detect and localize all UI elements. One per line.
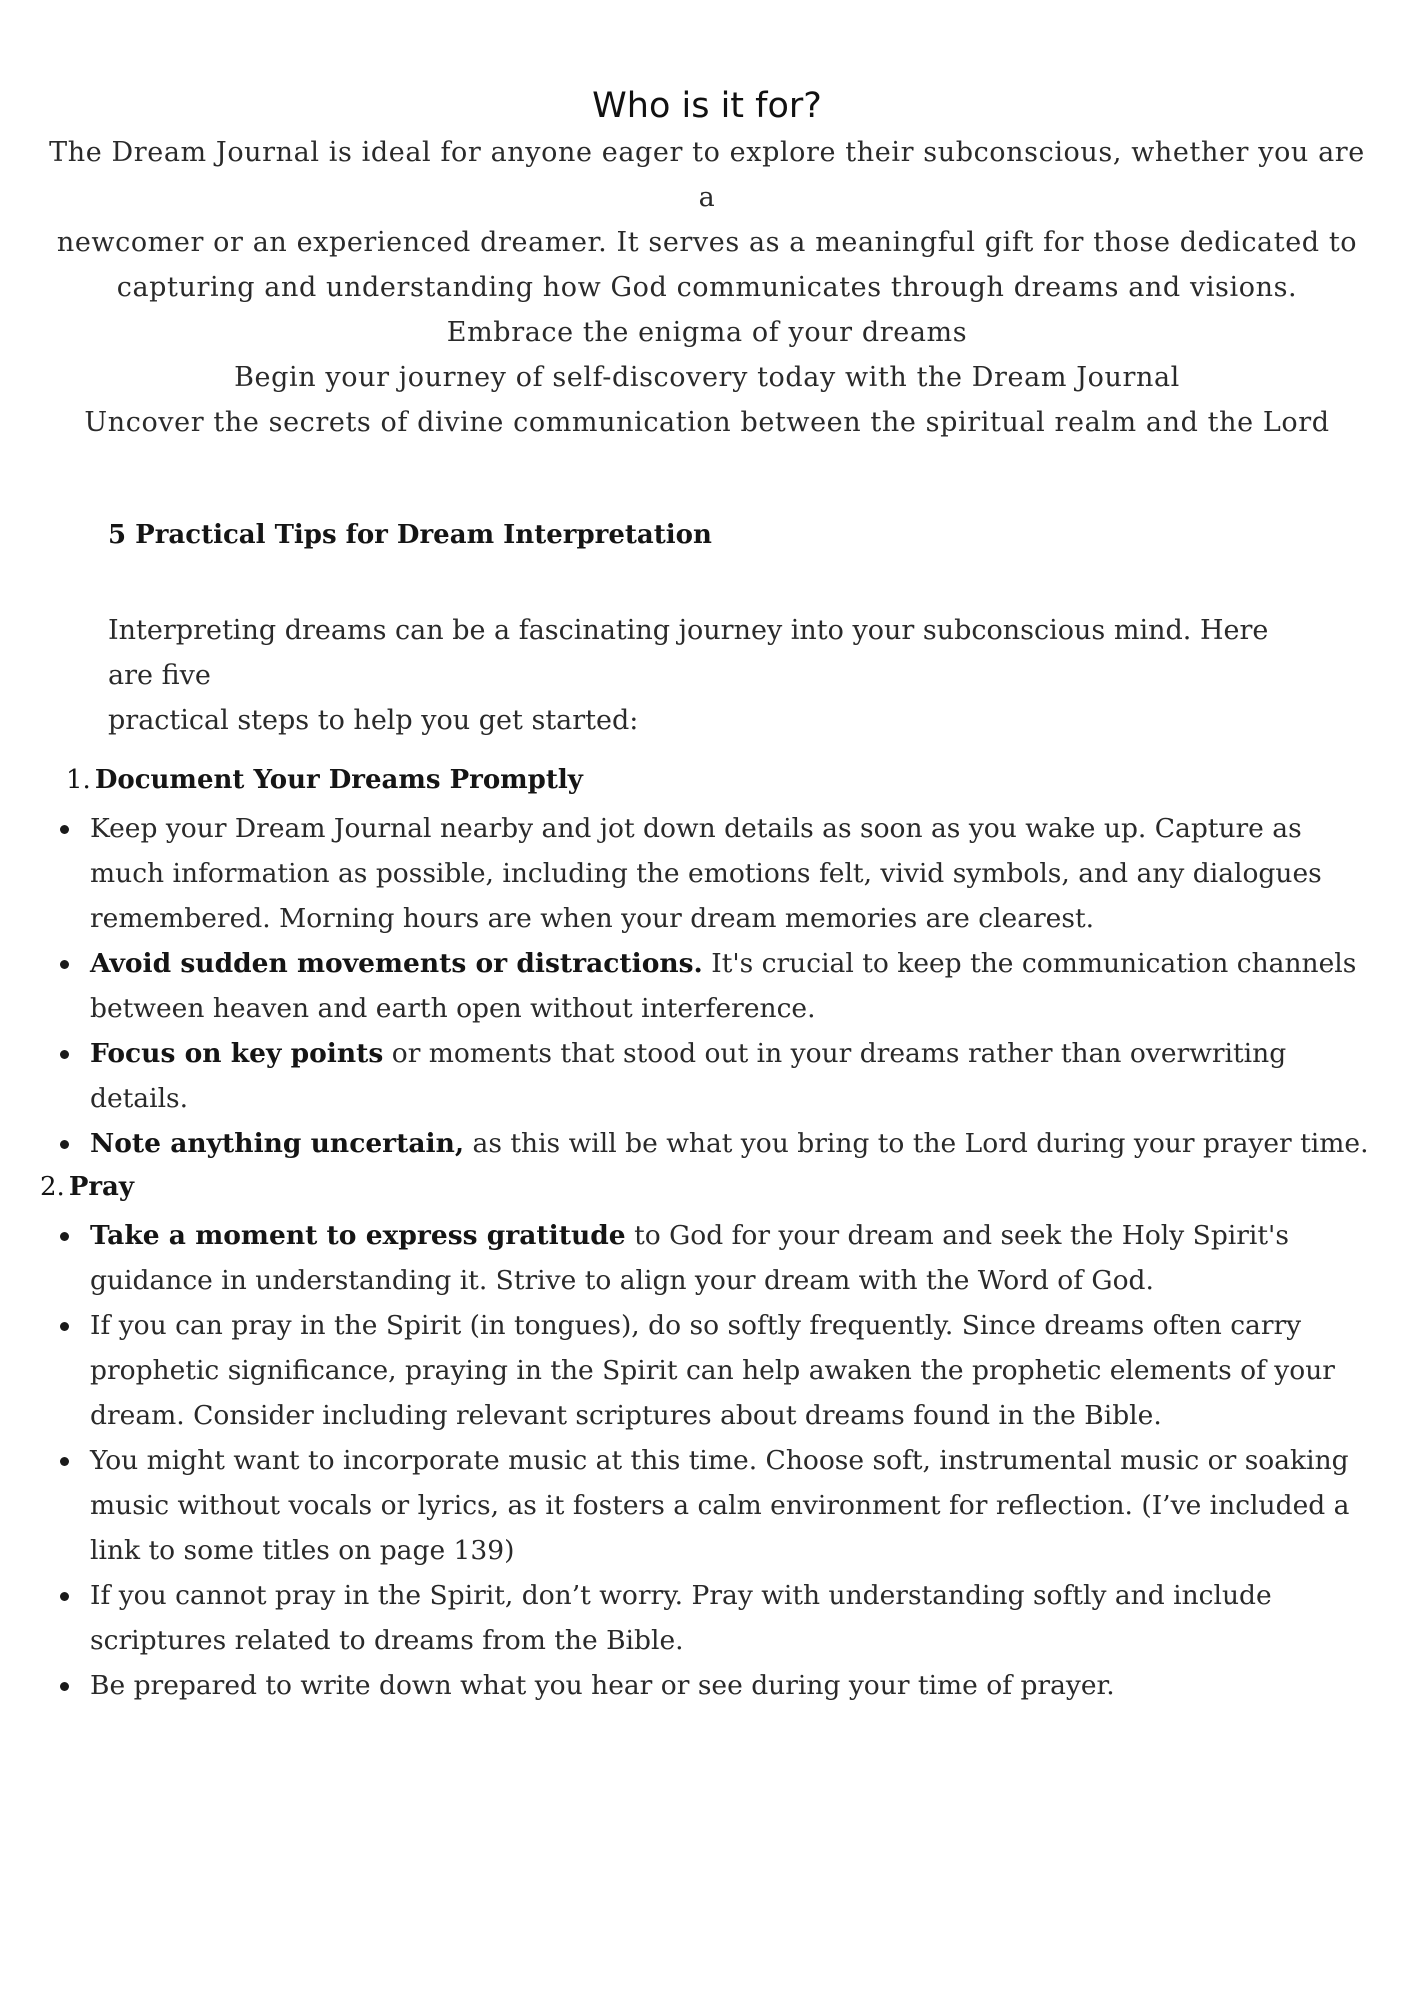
bullet-icon	[60, 1140, 69, 1149]
section-number: 2.	[40, 1172, 65, 1202]
item-text: or moments that stood out in your dreams rather than overwriting details.	[90, 1038, 1287, 1114]
list-item	[60, 1663, 1380, 1708]
bullet-icon	[60, 825, 69, 834]
tips-intro-line: practical steps to help you get started:	[108, 705, 639, 736]
bullet-icon	[60, 1322, 69, 1331]
item-text: If you cannot pray in the Spirit, don’t worry. Pray with understanding softly and include scriptures related to dreams from the Bible.	[90, 1580, 1272, 1656]
item-text: Be prepared to write down what you hear or see during your time of prayer.	[90, 1670, 1115, 1701]
bullet-icon	[60, 1050, 69, 1059]
item-bold-lead: Note anything uncertain,	[90, 1128, 465, 1159]
list-item	[60, 1121, 1380, 1166]
list-item	[60, 1303, 1380, 1438]
tips-intro-line: Interpreting dreams can be a fascinating journey into your subconscious mind. Here are five	[108, 615, 1269, 691]
intro-block	[40, 130, 1374, 445]
bullet-icon	[60, 1592, 69, 1601]
intro-line: Embrace the enigma of your dreams	[446, 317, 968, 348]
section-title: Pray	[68, 1172, 135, 1202]
section-1-heading	[66, 765, 583, 795]
item-text: Keep your Dream Journal nearby and jot down details as soon as you wake up. Capture as much information as possible, including the emotions felt, vivid symbols, and any dialogues remembered. Morning hours are when your dream memories are clearest.	[90, 813, 1322, 934]
item-text: to God for your dream and seek the Holy Spirit's guidance in understanding it. Strive to align your dream with the Word of God.	[90, 1220, 1289, 1296]
tips-heading: 5 Practical Tips for Dream Interpretation	[108, 520, 712, 550]
list-item	[60, 1213, 1380, 1303]
bullet-icon	[60, 1457, 69, 1466]
item-bold-lead: Avoid sudden movements or distractions.	[90, 948, 703, 979]
list-item	[60, 1438, 1380, 1573]
list-item	[60, 941, 1380, 1031]
tips-intro	[108, 608, 1308, 743]
section-1-list	[60, 806, 1380, 1166]
bullet-icon	[60, 1232, 69, 1241]
item-text: It's crucial to keep the communication channels between heaven and earth open without interference.	[90, 948, 1357, 1024]
list-item	[60, 1573, 1380, 1663]
intro-line: capturing and understanding how God communicates through dreams and visions.	[116, 272, 1298, 303]
item-text: If you can pray in the Spirit (in tongues), do so softly frequently. Since dreams often carry prophetic significance, praying in the Spirit can help awaken the prophetic elements of your dream. Consider including relevant scriptures about dreams found in the Bible.	[90, 1310, 1335, 1431]
intro-line: The Dream Journal is ideal for anyone eager to explore their subconscious, whether you are a	[49, 137, 1365, 213]
section-2-heading	[40, 1172, 134, 1202]
list-item	[60, 806, 1380, 941]
item-text: as this will be what you bring to the Lord during your prayer time.	[464, 1128, 1369, 1159]
intro-line: newcomer or an experienced dreamer. It serves as a meaningful gift for those dedicated to	[56, 227, 1358, 258]
list-item	[60, 1031, 1380, 1121]
bullet-icon	[60, 1682, 69, 1691]
item-text: You might want to incorporate music at this time. Choose soft, instrumental music or soaking music without vocals or lyrics, as it fosters a calm environment for reflection. (I’ve included a link to some titles on page 139)	[90, 1445, 1350, 1566]
intro-line: Uncover the secrets of divine communication between the spiritual realm and the Lord	[84, 407, 1330, 438]
section-2-list	[60, 1213, 1380, 1708]
section-number: 1.	[66, 765, 91, 795]
bullet-icon	[60, 960, 69, 969]
item-bold-lead: Take a moment to express gratitude	[90, 1220, 626, 1251]
intro-line: Begin your journey of self-discovery today with the Dream Journal	[234, 362, 1180, 393]
page-title: Who is it for?	[592, 86, 822, 126]
section-title: Document Your Dreams Promptly	[94, 765, 583, 795]
item-bold-lead: Focus on key points	[90, 1038, 384, 1069]
